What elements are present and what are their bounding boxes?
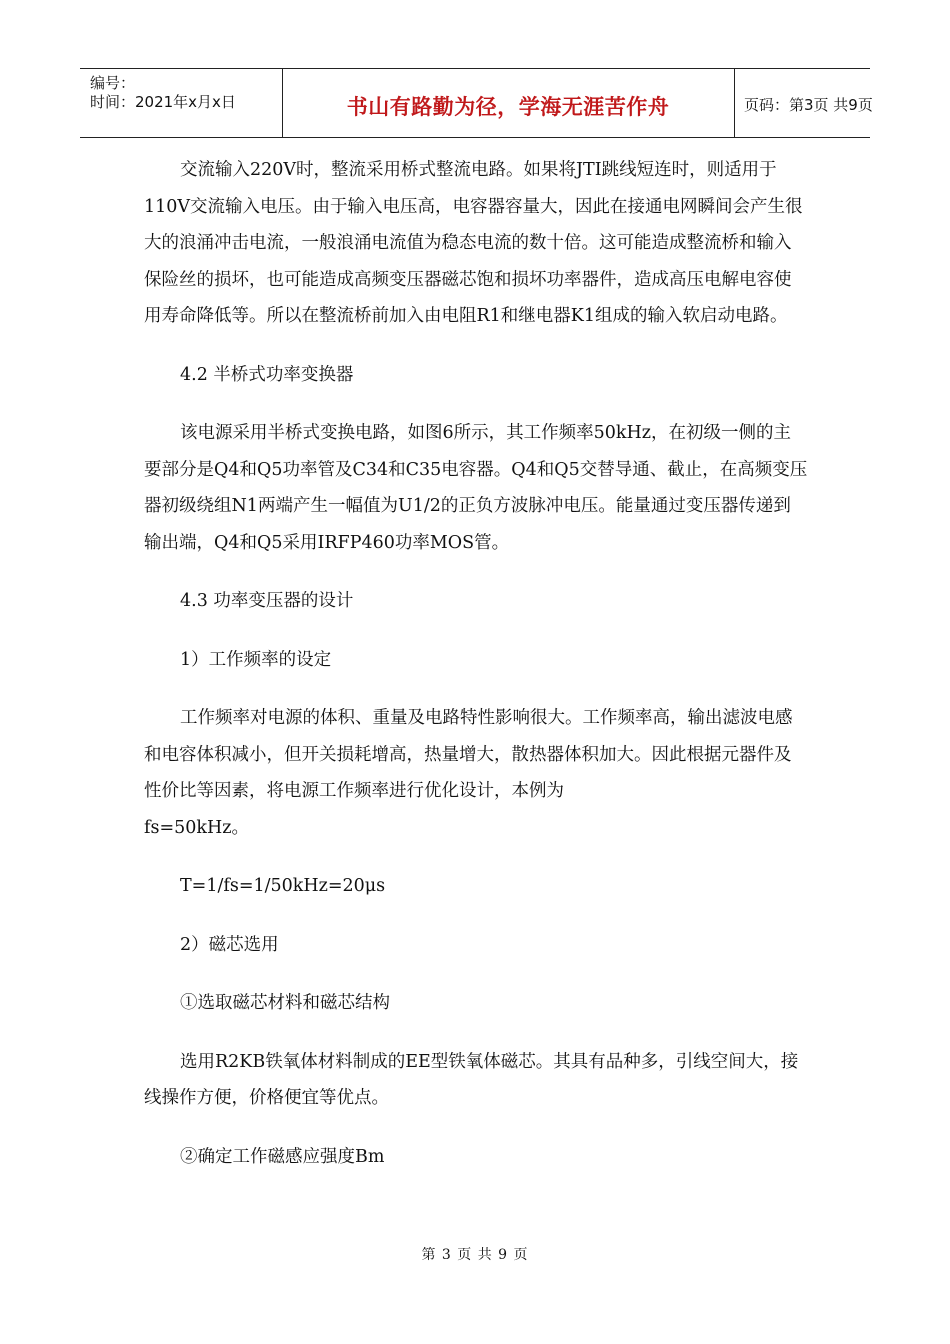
document-date: 时间：2021年x月x日	[90, 93, 236, 111]
paragraph-core-material: 选用R2KB铁氧体材料制成的EE型铁氧体磁芯。其具有品种多，引线空间大，接线操作方便，价格便宜等优点。	[144, 1051, 799, 1108]
subheading-flux-density: ②确定工作磁感应强度Bm	[180, 1146, 385, 1167]
page-header	[80, 68, 873, 138]
section-heading-4-3: 4.3 功率变压器的设计	[180, 591, 354, 611]
subheading-frequency: 1）工作频率的设定	[180, 649, 332, 670]
paragraph-half-bridge: 该电源采用半桥式变换电路，如图6所示，其工作频率50kHz，在初级一侧的主要部分是Q4和Q5功率管及C34和C35电容器。Q4和Q5交替导通、截止，在高频变压器初级绕组N1两端产生一幅值为U1/2的正负方波脉冲电压。能量通过变压器传递到输出端，Q4和Q5采用IRFP460功率MOS管。	[144, 423, 808, 553]
header-page-cell	[734, 69, 873, 137]
header-meta-cell	[80, 69, 283, 137]
document-body	[144, 152, 808, 1175]
header-page-code: 页码：第3页 共9页	[744, 96, 873, 114]
paragraph-frequency-tail: fs=50kHz。	[144, 817, 249, 838]
formula-period: T=1/fs=1/50kHz=20μs	[180, 876, 386, 896]
header-motto-cell	[282, 69, 735, 137]
paragraph-frequency: 工作频率对电源的体积、重量及电路特性影响很大。工作频率高，输出滤波电感和电容体积减小，但开关损耗增高，热量增大，散热器体积加大。因此根据元器件及性价比等因素，将电源工作频率进行优化设计，本例为	[144, 708, 793, 801]
document-number: 编号：	[90, 74, 136, 92]
section-heading-4-2: 4.2 半桥式功率变换器	[180, 364, 354, 385]
subheading-core-material: ①选取磁芯材料和磁芯结构	[180, 993, 390, 1013]
subheading-core-selection: 2）磁芯选用	[180, 934, 279, 955]
page-footer: 第 3 页 共 9 页	[421, 1247, 529, 1263]
paragraph-rectifier: 交流输入220V时，整流采用桥式整流电路。如果将JTI跳线短连时，则适用于110V交流输入电压。由于输入电压高，电容器容量大，因此在接通电网瞬间会产生很大的浪涌冲击电流，一般浪涌电流值为稳态电流的数十倍。这可能造成整流桥和输入保险丝的损坏，也可能造成高频变压器磁芯饱和损坏功率器件，造成高压电解电容使用寿命降低等。所以在整流桥前加入由电阻R1和继电器K1组成的输入软启动电路。	[144, 160, 803, 326]
header-motto: 书山有路勤为径，学海无涯苦作舟	[346, 95, 670, 119]
